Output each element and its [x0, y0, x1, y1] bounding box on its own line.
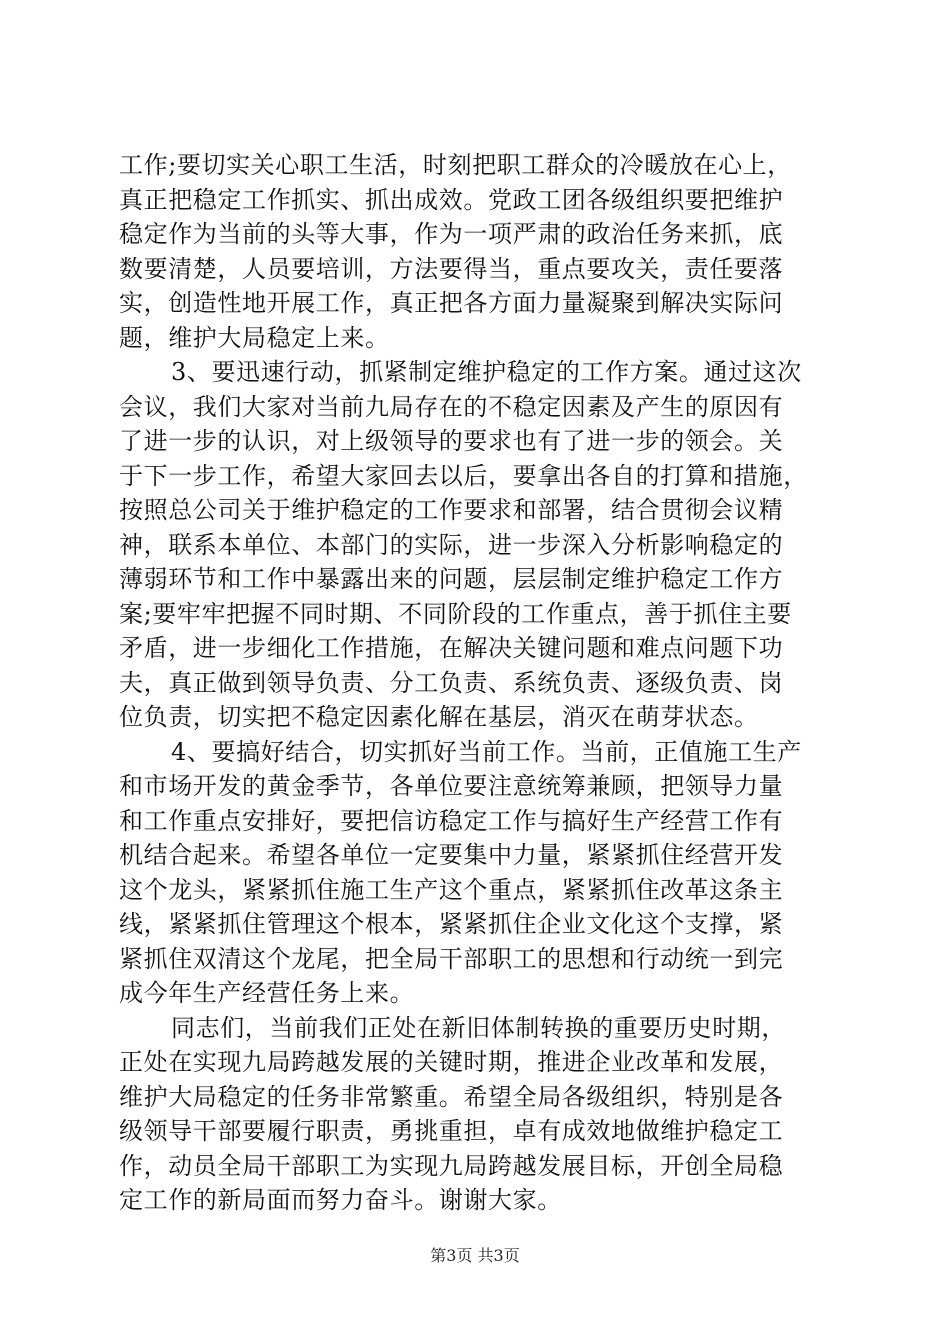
text-line: 于下一步工作，希望大家回去以后，要拿出各自的打算和措施，	[119, 461, 808, 490]
text-line: 正处在实现九局跨越发展的关键时期，推进企业改革和发展，	[119, 1048, 784, 1076]
paragraph-start-line: 3、要迅速行动，抓紧制定维护稳定的工作方案。通过这次	[171, 358, 802, 386]
text-line: 和工作重点安排好，要把信访稳定工作与搞好生产经营工作有	[119, 806, 784, 835]
text-line: 稳定作为当前的头等大事，作为一项严肃的政治任务来抓，底	[119, 220, 784, 248]
text-line: 成今年生产经营任务上来。	[119, 979, 415, 1007]
page-number-footer: 第3页 共3页	[430, 1246, 520, 1265]
text-line: 按照总公司关于维护稳定的工作要求和部署，结合贯彻会议精	[119, 496, 784, 524]
text-line: 位负责，切实把不稳定因素化解在基层，消灭在萌芽状态。	[119, 703, 759, 731]
text-line: 案;要牢牢把握不同时期、不同阶段的工作重点，善于抓住主要	[119, 599, 792, 628]
text-line: 真正把稳定工作抓实、抓出成效。党政工团各级组织要把维护	[119, 185, 784, 214]
text-line: 这个龙头，紧紧抓住施工生产这个重点，紧紧抓住改革这条主	[119, 875, 784, 904]
text-line: 神，联系本单位、本部门的实际，进一步深入分析影响稳定的	[119, 530, 784, 559]
text-line: 级领导干部要履行职责，勇挑重担，卓有成效地做维护稳定工	[119, 1117, 784, 1145]
text-line: 夫，真正做到领导负责、分工负责、系统负责、逐级负责、岗	[119, 668, 784, 697]
text-line: 机结合起来。希望各单位一定要集中力量，紧紧抓住经营开发	[119, 841, 784, 869]
text-line: 薄弱环节和工作中暴露出来的问题，层层制定维护稳定工作方	[119, 565, 784, 593]
text-line: 作，动员全局干部职工为实现九局跨越发展目标，开创全局稳	[119, 1151, 784, 1180]
text-line: 会议，我们大家对当前九局存在的不稳定因素及产生的原因有	[119, 392, 784, 421]
paragraph-start-line: 4、要搞好结合，切实抓好当前工作。当前，正值施工生产	[171, 737, 802, 766]
text-line: 数要清楚，人员要培训，方法要得当，重点要攻关，责任要落	[119, 254, 784, 283]
text-line: 矛盾，进一步细化工作措施，在解决关键问题和难点问题下功	[119, 634, 784, 662]
text-line: 实，创造性地开展工作，真正把各方面力量凝聚到解决实际问	[119, 289, 784, 317]
body-text	[119, 148, 831, 1218]
text-line: 和市场开发的黄金季节，各单位要注意统筹兼顾，把领导力量	[119, 772, 784, 800]
text-line: 定工作的新局面而努力奋斗。谢谢大家。	[119, 1186, 562, 1214]
text-line: 了进一步的认识，对上级领导的要求也有了进一步的领会。关	[119, 427, 784, 455]
text-line: 题，维护大局稳定上来。	[119, 323, 390, 352]
text-line: 工作;要切实关心职工生活，时刻把职工群众的冷暖放在心上，	[119, 151, 792, 179]
text-line: 紧抓住双清这个龙尾，把全局干部职工的思想和行动统一到完	[119, 944, 784, 973]
paragraph-start-line: 同志们，当前我们正处在新旧体制转换的重要历史时期，	[171, 1013, 786, 1042]
text-line: 线，紧紧抓住管理这个根本，紧紧抓住企业文化这个支撑，紧	[119, 910, 784, 938]
text-line: 维护大局稳定的任务非常繁重。希望全局各级组织，特别是各	[119, 1082, 784, 1111]
